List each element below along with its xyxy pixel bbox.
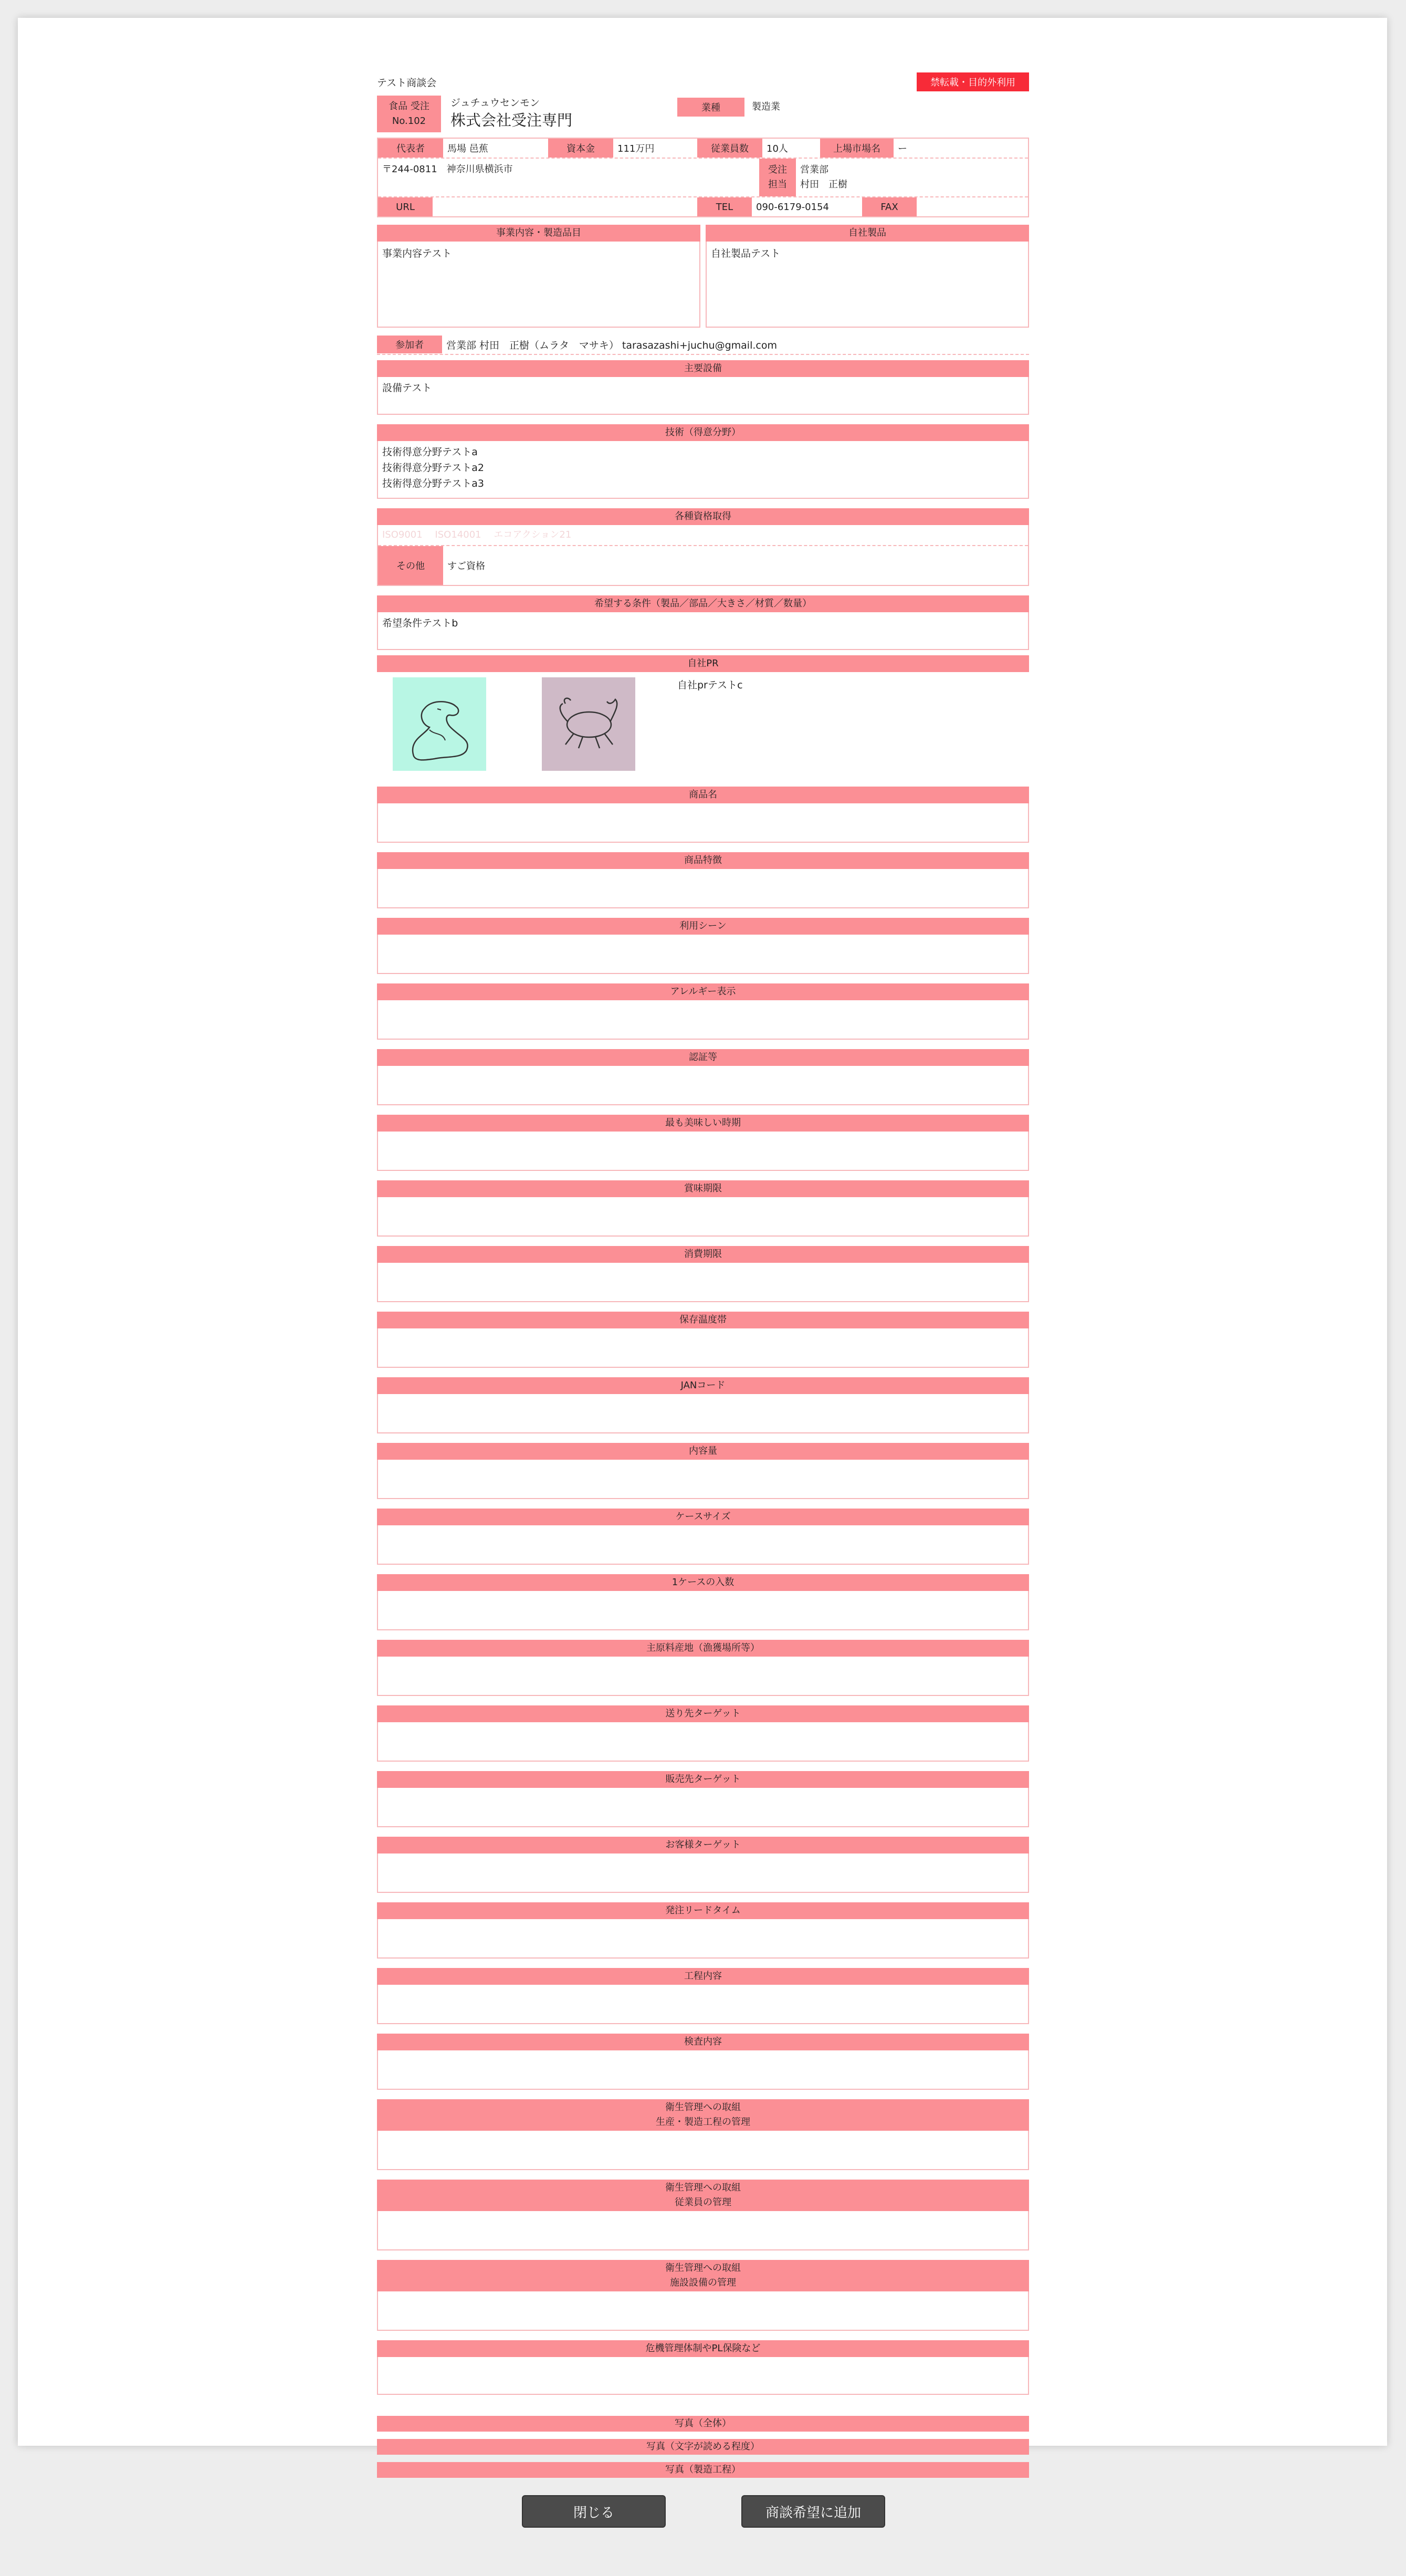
category-badge [377,96,441,132]
product-section-value [377,803,1029,843]
equipment-title: 主要設備 [377,360,1029,377]
product-sections [377,787,1029,2090]
capital-label: 資本金 [548,139,613,158]
product-section [377,1574,1029,1630]
product-section [377,1509,1029,1565]
pr-title: 自社PR [377,655,1029,672]
event-name: テスト商談会 [377,77,437,89]
product-section-value [377,1591,1029,1630]
photo-title: 写真（製造工程） [377,2462,1029,2478]
product-section-title: 販売先ターゲット [377,1771,1029,1788]
product-section-value [377,1722,1029,1762]
hygiene-section-title [377,2099,1029,2131]
product-section-value [377,1328,1029,1368]
product-section-title: 1ケースの入数 [377,1574,1029,1591]
product-section-title: 保存温度帯 [377,1312,1029,1328]
fax-value [917,197,1028,216]
crab-drawing-icon [542,677,635,771]
tel-label: TEL [697,197,752,216]
hygiene-sections [377,2099,1029,2331]
product-section-value [377,935,1029,974]
hygiene-title-line1: 衛生管理への取組 [665,2102,741,2113]
tel-value: 090-6179-0154 [756,201,829,213]
product-section [377,1837,1029,1893]
product-section [377,1115,1029,1171]
cert-section [377,508,1029,586]
product-section-title: JANコード [377,1377,1029,1394]
hygiene-title-line2: 施設設備の管理 [670,2277,736,2288]
product-section [377,1968,1029,2024]
hygiene-title-line2: 従業員の管理 [675,2197,731,2208]
pr-section [377,655,1029,777]
industry-label: 業種 [677,98,744,117]
business-section [377,225,700,328]
employees-label: 従業員数 [697,139,762,158]
product-section [377,1902,1029,1959]
product-section-title: 発注リードタイム [377,1902,1029,1919]
product-section-value [377,869,1029,908]
product-section [377,1246,1029,1302]
category-line-2: No.102 [392,116,426,127]
hygiene-title-line2: 生産・製造工程の管理 [656,2117,750,2128]
contact-dept: 営業部 [800,164,828,175]
product-section-value [377,1525,1029,1565]
hygiene-section [377,2180,1029,2250]
product-section-value [377,1854,1029,1893]
product-section-title: ケースサイズ [377,1509,1029,1525]
product-section-value [377,1788,1029,1827]
product-section [377,1771,1029,1827]
product-section [377,1377,1029,1433]
product-section-title: 商品特徴 [377,852,1029,869]
product-section [377,1049,1029,1105]
product-section-title: 工程内容 [377,1968,1029,1985]
cert-title: 各種資格取得 [377,508,1029,525]
risk-title: 危機管理体制やPL保険など [377,2340,1029,2357]
conditions-title: 希望する条件（製品／部品／大きさ／材質／数量） [377,595,1029,612]
product-section-value [377,1394,1029,1433]
participant-row [377,335,1029,355]
product-section-value [377,1132,1029,1171]
product-section-title: 最も美味しい時期 [377,1115,1029,1132]
product-section-title: 内容量 [377,1443,1029,1460]
company-name: 株式会社受注専門 [450,111,573,129]
address: 〒244-0811 神奈川県横浜市 [382,164,513,175]
product-section-title: 利用シーン [377,918,1029,935]
close-button[interactable]: 閉じる [522,2495,666,2528]
product-section-title: お客様ターゲット [377,1837,1029,1854]
url-label: URL [378,197,433,216]
hygiene-title-line1: 衛生管理への取組 [665,2182,741,2193]
hygiene-section-value [377,2131,1029,2170]
market-value: ー [898,143,907,154]
fax-label: FAX [862,197,917,216]
request-meeting-button[interactable]: 商談希望に追加 [741,2495,885,2528]
dinosaur-drawing-icon [393,677,486,771]
hygiene-section-value [377,2291,1029,2331]
business-title: 事業内容・製造品目 [377,225,700,242]
company-kana: ジュチュウセンモン [450,97,540,109]
photo-sections [377,2416,1029,2478]
conditions-value: 希望条件テストb [377,612,1029,650]
hygiene-section-title [377,2180,1029,2211]
product-section-value [377,1263,1029,1302]
participant-value: 営業部 村田 正樹（ムラタ マサキ） tarasazashi+juchu@gmail.com [446,339,777,351]
participant-label: 参加者 [377,336,442,353]
company-info-table [377,138,1029,217]
product-section-title: アレルギー表示 [377,983,1029,1000]
product-section-value [377,1919,1029,1959]
hygiene-section-title [377,2260,1029,2291]
capital-value: 111万円 [617,143,655,154]
photo-title: 写真（文字が読める程度） [377,2439,1029,2455]
tech-list [377,441,1029,499]
product-section-value [377,1066,1029,1105]
tech-item: 技術得意分野テストa3 [382,478,484,489]
category-line-1: 食品 受注 [389,101,429,112]
employees-value: 10人 [767,143,788,154]
business-value: 事業内容テスト [377,242,700,328]
product-section-value [377,1657,1029,1696]
product-section [377,787,1029,843]
product-section-title: 検査内容 [377,2034,1029,2050]
tech-item: 技術得意分野テストa2 [382,462,484,474]
product-section-value [377,1460,1029,1499]
product-section-title: 消費期限 [377,1246,1029,1263]
product-section [377,852,1029,908]
own-product-title: 自社製品 [706,225,1029,242]
hygiene-section-value [377,2211,1029,2250]
profile-sheet [18,18,1387,2475]
contact-label-line-1: 受注 [768,164,787,175]
product-section [377,1312,1029,1368]
product-section [377,1180,1029,1237]
cert-box [377,525,1029,586]
product-section-value [377,1000,1029,1040]
contact-name: 村田 正樹 [800,179,847,190]
contact-label [759,159,796,196]
hygiene-section [377,2099,1029,2170]
tech-title: 技術（得意分野） [377,424,1029,441]
contact-label-line-2: 担当 [768,179,787,190]
product-section [377,1640,1029,1696]
product-section-title: 商品名 [377,787,1029,803]
equipment-value: 設備テスト [377,377,1029,415]
photo-title: 写真（全体） [377,2416,1029,2432]
own-product-value: 自社製品テスト [706,242,1029,328]
equipment-section [377,360,1029,415]
risk-value [377,2357,1029,2395]
product-section [377,983,1029,1040]
product-section [377,1705,1029,1762]
product-section-value [377,2050,1029,2090]
product-section [377,2034,1029,2090]
url-value[interactable] [433,197,697,216]
product-section-title: 賞味期限 [377,1180,1029,1197]
pr-text: 自社prテストc [677,679,743,691]
company-profile [377,72,1029,2478]
cert-other-value: すご資格 [447,561,485,572]
tech-section [377,424,1029,499]
hygiene-section [377,2260,1029,2331]
conditions-section [377,595,1029,650]
product-section [377,1443,1029,1499]
market-label: 上場市場名 [820,139,894,158]
product-section-value [377,1197,1029,1237]
product-section-title: 主原料産地（漁獲場所等） [377,1640,1029,1657]
product-section-value [377,1985,1029,2024]
product-section-title: 送り先ターゲット [377,1705,1029,1722]
cert-other-label: その他 [378,546,443,585]
hygiene-title-line1: 衛生管理への取組 [665,2263,741,2274]
own-product-section [706,225,1029,328]
industry-value: 製造業 [752,101,781,112]
rep-value: 馬場 邑蕉 [447,143,488,154]
product-section-title: 認証等 [377,1049,1029,1066]
cert-faded-list: ISO9001 ISO14001 エコアクション21 [378,525,1028,546]
contact-person [796,159,1028,196]
risk-section [377,2340,1029,2395]
rep-label: 代表者 [378,139,443,158]
warning-badge: 禁転載・目的外利用 [917,72,1029,91]
product-section [377,918,1029,974]
tech-item: 技術得意分野テストa [382,446,478,458]
